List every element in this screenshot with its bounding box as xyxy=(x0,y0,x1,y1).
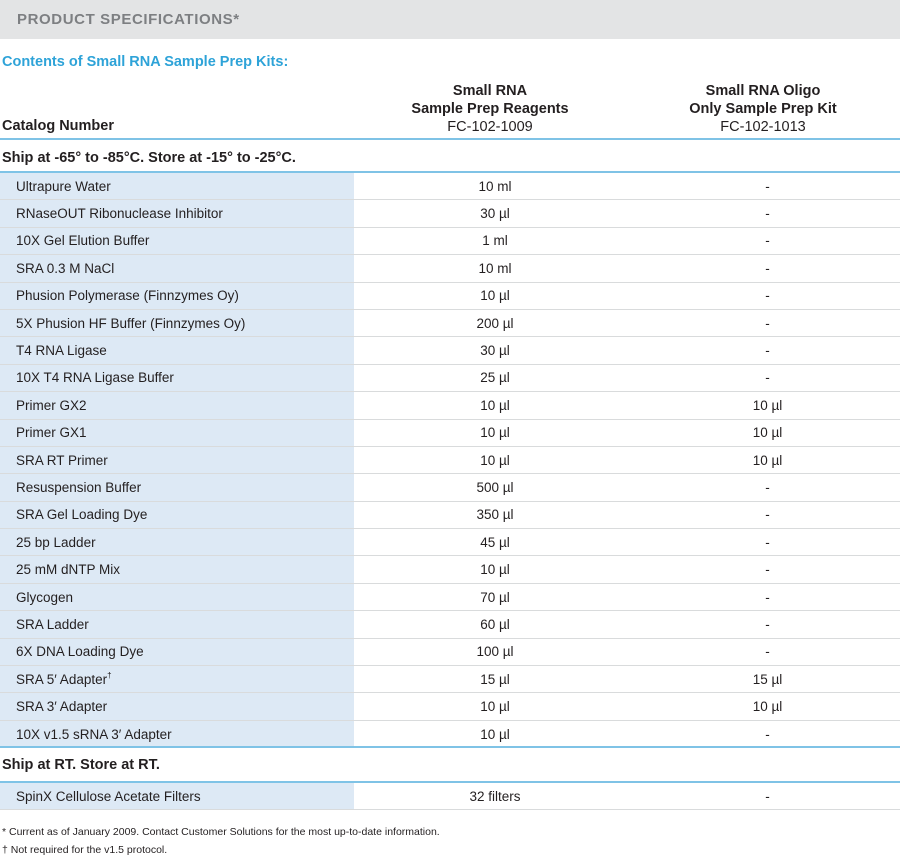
oligo-kit-quantity: - xyxy=(635,720,900,747)
oligo-kit-quantity: 10 µl xyxy=(635,693,900,720)
table-row xyxy=(0,611,900,638)
component-name xyxy=(0,255,355,282)
oligo-kit-quantity: 10 µl xyxy=(635,446,900,473)
reagents-quantity: 10 ml xyxy=(355,255,636,282)
component-name-text: SRA 0.3 M NaCl xyxy=(16,260,115,276)
component-name-text: SpinX Cellulose Acetate Filters xyxy=(16,788,201,804)
component-name-text: Primer GX2 xyxy=(16,397,87,413)
column-header-reagents xyxy=(340,82,640,136)
oligo-kit-quantity: - xyxy=(635,364,900,391)
component-name-text: 6X DNA Loading Dye xyxy=(16,644,144,660)
oligo-kit-quantity: - xyxy=(635,583,900,610)
table-row xyxy=(0,556,900,583)
page-header: PRODUCT SPECIFICATIONS* xyxy=(0,0,900,39)
reagents-quantity: 15 µl xyxy=(355,666,636,693)
footnote-current: * Current as of January 2009. Contact Customer Solutions for the most up-to-date information. xyxy=(2,826,440,838)
component-name-text: SRA 5′ Adapter xyxy=(16,672,108,688)
table-row xyxy=(0,501,900,528)
column-catalog-number: FC-102-1009 xyxy=(447,119,533,135)
component-name xyxy=(0,282,355,309)
component-name-text: 25 mM dNTP Mix xyxy=(16,562,121,578)
oligo-kit-quantity: 15 µl xyxy=(635,666,900,693)
table-row xyxy=(0,309,900,336)
component-name xyxy=(0,611,355,638)
component-name-text: SRA Gel Loading Dye xyxy=(16,507,148,523)
component-name xyxy=(0,200,355,227)
oligo-kit-quantity: - xyxy=(635,556,900,583)
table-row xyxy=(0,392,900,419)
component-name-text: RNaseOUT Ribonuclease Inhibitor xyxy=(16,206,223,222)
reagents-quantity: 30 µl xyxy=(355,337,636,364)
oligo-kit-quantity: - xyxy=(635,638,900,665)
column-header-line2: Sample Prep Reagents xyxy=(411,101,569,117)
divider-line xyxy=(0,138,900,140)
component-name-text: 5X Phusion HF Buffer (Finnzymes Oy) xyxy=(16,315,246,331)
reagents-quantity: 32 filters xyxy=(355,783,636,810)
footnote-dagger: † Not required for the v1.5 protocol. xyxy=(2,844,168,856)
reagents-quantity: 10 µl xyxy=(355,446,636,473)
component-name xyxy=(0,556,355,583)
divider-line xyxy=(0,746,900,748)
table-row xyxy=(0,583,900,610)
reagents-quantity: 10 µl xyxy=(355,282,636,309)
component-name-text: 10X Gel Elution Buffer xyxy=(16,233,150,249)
reagents-quantity: 100 µl xyxy=(355,638,636,665)
table-row xyxy=(0,693,900,720)
table-row xyxy=(0,282,900,309)
component-name xyxy=(0,638,355,665)
spec-table-rt xyxy=(0,783,900,810)
oligo-kit-quantity: - xyxy=(635,227,900,254)
reagents-quantity: 45 µl xyxy=(355,529,636,556)
oligo-kit-quantity: - xyxy=(635,783,900,810)
component-name xyxy=(0,474,355,501)
table-row xyxy=(0,364,900,391)
component-name xyxy=(0,173,355,200)
column-header-line2: Only Sample Prep Kit xyxy=(689,101,837,117)
component-name-text: SRA Ladder xyxy=(16,616,89,632)
oligo-kit-quantity: - xyxy=(635,337,900,364)
section-title-rt: Ship at RT. Store at RT. xyxy=(2,757,160,773)
component-name-text: Phusion Polymerase (Finnzymes Oy) xyxy=(16,288,239,304)
oligo-kit-quantity: 10 µl xyxy=(635,392,900,419)
component-name xyxy=(0,309,355,336)
component-name-text: 10X T4 RNA Ligase Buffer xyxy=(16,370,174,386)
table-row xyxy=(0,337,900,364)
reagents-quantity: 30 µl xyxy=(355,200,636,227)
column-header-line1: Small RNA xyxy=(452,83,528,99)
component-name-text: 25 bp Ladder xyxy=(16,534,96,550)
catalog-number-label: Catalog Number xyxy=(2,118,114,134)
oligo-kit-quantity: - xyxy=(635,255,900,282)
component-name xyxy=(0,783,355,810)
reagents-quantity: 500 µl xyxy=(355,474,636,501)
reagents-quantity: 70 µl xyxy=(355,583,636,610)
component-name xyxy=(0,501,355,528)
oligo-kit-quantity: - xyxy=(635,611,900,638)
oligo-kit-quantity: - xyxy=(635,501,900,528)
component-name-text: T4 RNA Ligase xyxy=(16,343,107,359)
column-header-oligo-kit xyxy=(613,82,900,136)
table-row xyxy=(0,200,900,227)
reagents-quantity: 200 µl xyxy=(355,309,636,336)
table-row xyxy=(0,474,900,501)
oligo-kit-quantity: - xyxy=(635,200,900,227)
component-name-text: Resuspension Buffer xyxy=(16,479,142,495)
reagents-quantity: 350 µl xyxy=(355,501,636,528)
component-name xyxy=(0,693,355,720)
component-name-text: Ultrapure Water xyxy=(16,178,111,194)
component-name xyxy=(0,337,355,364)
table-row xyxy=(0,227,900,254)
table-row xyxy=(0,529,900,556)
oligo-kit-quantity: - xyxy=(635,474,900,501)
table-row xyxy=(0,783,900,810)
reagents-quantity: 10 µl xyxy=(355,419,636,446)
table-row xyxy=(0,173,900,200)
component-name-text: SRA 3′ Adapter xyxy=(16,699,108,715)
oligo-kit-quantity: - xyxy=(635,529,900,556)
oligo-kit-quantity: - xyxy=(635,309,900,336)
table-row xyxy=(0,446,900,473)
table-subtitle: Contents of Small RNA Sample Prep Kits: xyxy=(2,54,289,70)
table-row xyxy=(0,666,900,693)
component-name xyxy=(0,446,355,473)
table-row xyxy=(0,419,900,446)
reagents-quantity: 10 ml xyxy=(355,173,636,200)
component-name xyxy=(0,529,355,556)
column-header-line1: Small RNA Oligo xyxy=(705,83,821,99)
table-row xyxy=(0,255,900,282)
reagents-quantity: 60 µl xyxy=(355,611,636,638)
table-row xyxy=(0,638,900,665)
component-name-text: SRA RT Primer xyxy=(16,452,108,468)
oligo-kit-quantity: 10 µl xyxy=(635,419,900,446)
footnote-marker: † xyxy=(107,671,112,681)
reagents-quantity: 1 ml xyxy=(355,227,636,254)
oligo-kit-quantity: - xyxy=(635,282,900,309)
table-row xyxy=(0,720,900,747)
column-catalog-number: FC-102-1013 xyxy=(720,119,806,135)
component-name xyxy=(0,720,355,747)
component-name xyxy=(0,364,355,391)
component-name-text: Primer GX1 xyxy=(16,425,87,441)
component-name xyxy=(0,392,355,419)
component-name-text: 10X v1.5 sRNA 3′ Adapter xyxy=(16,726,172,742)
component-name-text: Glycogen xyxy=(16,589,74,605)
component-name xyxy=(0,666,355,693)
reagents-quantity: 25 µl xyxy=(355,364,636,391)
section-title-frozen: Ship at -65° to -85°C. Store at -15° to -25°C. xyxy=(2,150,296,166)
reagents-quantity: 10 µl xyxy=(355,556,636,583)
component-name xyxy=(0,419,355,446)
oligo-kit-quantity: - xyxy=(635,173,900,200)
reagents-quantity: 10 µl xyxy=(355,720,636,747)
reagents-quantity: 10 µl xyxy=(355,392,636,419)
reagents-quantity: 10 µl xyxy=(355,693,636,720)
component-name xyxy=(0,227,355,254)
component-name xyxy=(0,583,355,610)
spec-table-frozen xyxy=(0,173,900,748)
